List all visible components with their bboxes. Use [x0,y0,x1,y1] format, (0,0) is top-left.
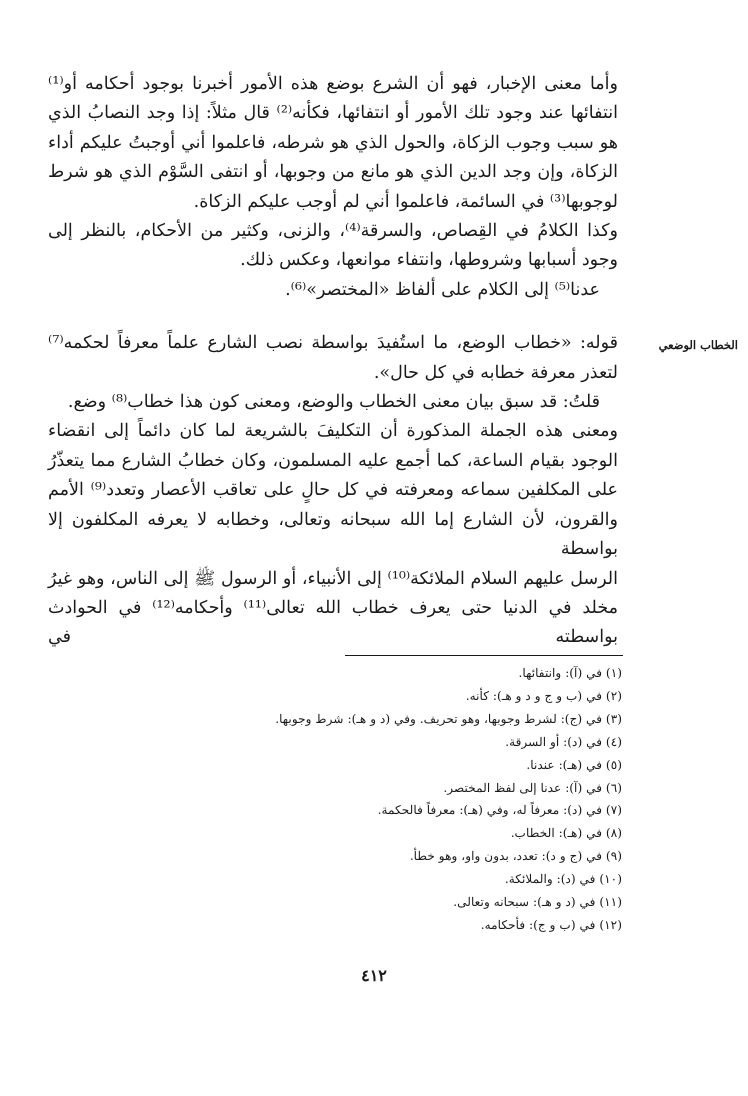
footnote: (٩) في (ج و د): تعدد، بدون واو، وهو خطأ. [409,849,622,864]
footnote: (٦) في (آ): عدنا إلى لفظ المختصر. [443,780,622,795]
footnote: (٨) في (هـ): الخطاب. [510,826,622,841]
text-line: انتفائها عند وجود تلك الأمور أو انتفائها، فكأنه⁽²⁾ قال مثلاً: إذا وجد النصابُ الذي [48,103,618,124]
text-line: وأما معنى الإخبار، فهو أن الشرع بوضع هذه الأمور أخبرنا بوجود أحكامه أو⁽¹⁾ [48,74,618,94]
text-line: وكذا الكلامُ في القِصاص، والسرقة⁽⁴⁾، والزنى، وكثير من الأحكام، بالنظر إلى [48,221,618,242]
text-line: عدنا⁽⁵⁾ إلى الكلام على ألفاظ «المختصر»⁽⁶⁾. [285,279,600,300]
footnote: (١٢) في (ب و ج): فأحكامه. [480,917,622,932]
text-line: على المكلفين سماعه ومعرفته في كل حالٍ على تعاقب الأعصار وتعدد⁽⁹⁾ الأمم [48,480,618,501]
text-line: الزكاة، وإن وجد الدين الذي هو مانع من وجوبها، أو انتفى السَّوْم الذي هو شرط [48,162,618,183]
text-line: لتعذر معرفة خطابه في كل حال». [373,362,618,383]
text-line: قوله: «خطاب الوضع، ما استُفيدَ بواسطة نصب الشارع علماً معرفاً لحكمه⁽⁷⁾ [48,333,618,354]
main-text [48,70,618,653]
footnote: (١١) في (د و هـ): سبحانه وتعالى. [453,895,622,910]
footnote: (١٠) في (د): والملائكة. [504,872,622,887]
footnote: (٢) في (ب و ج و د و هـ): كأنه. [465,688,622,703]
text-line: الرسل عليهم السلام الملائكة⁽¹⁰⁾ إلى الأنبياء، أو الرسول ﷺ إلى الناس، وهو غيرُ [48,568,618,589]
footnote: (٥) في (هـ): عندنا. [526,757,622,772]
margin-heading: الخطاب الوضعي [658,338,738,352]
text-line: لوجوبها⁽³⁾ في السائمة، فاعلموا أني لم أوجب عليكم الزكاة. [193,191,618,212]
footnote: (٤) في (د): أو السرقة. [505,734,622,749]
text-line: وجود أسبابها وشروطها، وانتفاء موانعها، وعكس ذلك. [240,250,618,271]
page-number: ٤١٢ [361,966,387,985]
footnote: (١) في (آ): وانتفائها. [518,666,622,680]
text-line: الوجود بقيام الساعة، كما أجمع عليه المسلمون، وكان خطابُ الشارع مما يتعذّرُ [48,450,618,471]
text-line: قلتُ: قد سبق بيان معنى الخطاب والوضع، ومعنى كون هذا خطاب⁽⁸⁾ وضع. [67,392,600,413]
text-line: مخلد في الدنيا حتى يعرف خطاب الله تعالى⁽¹¹⁾ وأحكامه⁽¹²⁾ في الحوادث بواسطته في [48,597,618,648]
footnotes [120,662,622,937]
footnote-divider [345,655,623,656]
text-line: والقرون، لأن الشارع إما الله سبحانه وتعالى، وخطابه لا يعرفه المكلفون إلا بواسطة [48,509,618,560]
text-line: ومعنى هذه الجملة المذكورة أن التكليفَ بالشريعة لما كان دائماً إلى انقضاء [48,421,618,442]
text-line: هو سبب وجوب الزكاة، والحول الذي هو شرطه، فاعلموا أني أوجبتُ عليكم أداء [48,132,618,153]
footnote: (٣) في (ج): لشرط وجوبها، وهو تحريف. وفي (د و هـ): شرط وجوبها. [275,711,622,726]
footnote: (٧) في (د): معرفاً له، وفي (هـ): معرفاً فالحكمة. [377,803,622,818]
